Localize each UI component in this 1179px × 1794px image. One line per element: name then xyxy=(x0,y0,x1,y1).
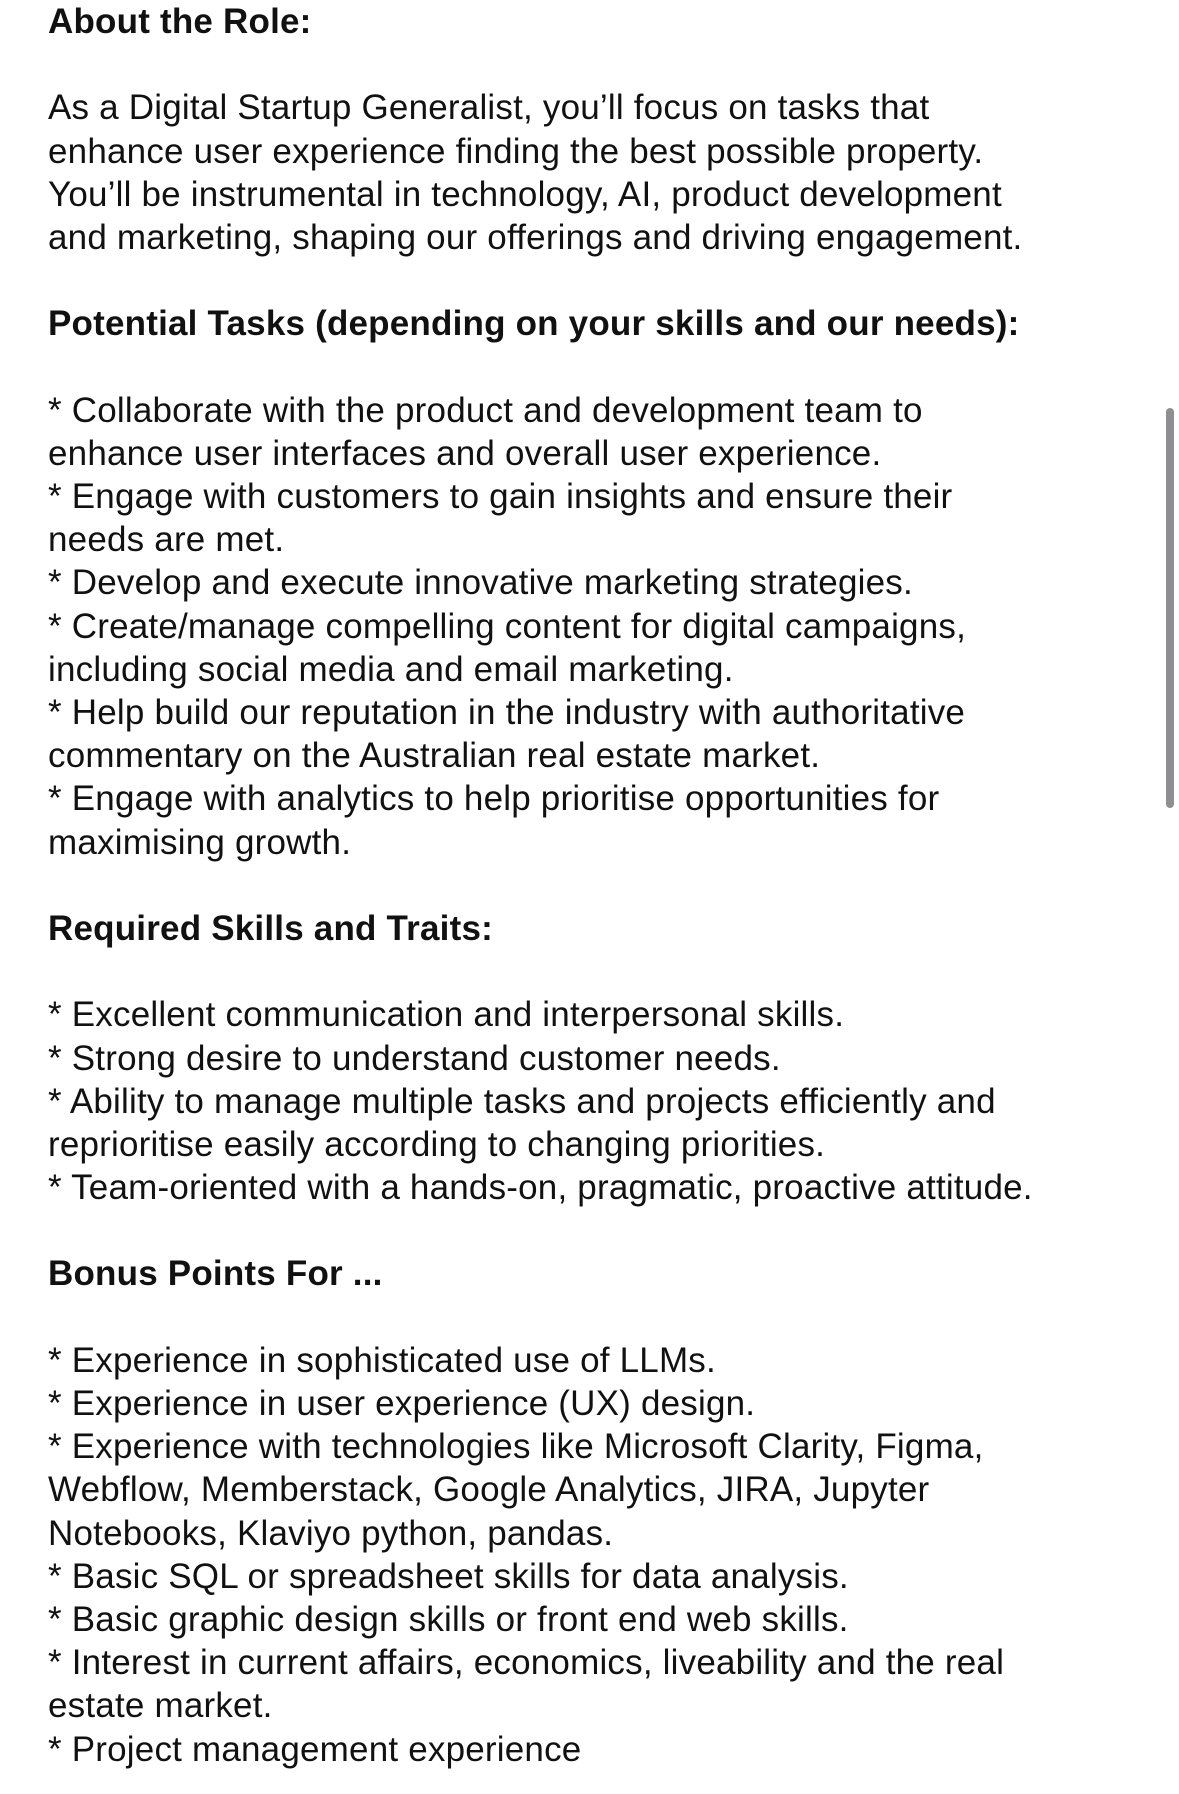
bonus-line: * Basic graphic design skills or front end web skills. xyxy=(48,1599,849,1639)
spacer xyxy=(48,1209,1158,1252)
skills-line: * Ability to manage multiple tasks and projects efficiently and xyxy=(48,1081,996,1121)
tasks-line: enhance user interfaces and overall user experience. xyxy=(48,433,882,473)
tasks-line: maximising growth. xyxy=(48,822,352,862)
tasks-line: * Engage with analytics to help prioritise opportunities for xyxy=(48,779,940,819)
tasks-line: * Engage with customers to gain insights and ensure their xyxy=(48,477,953,517)
about-line: You’ll be instrumental in technology, AI, product development xyxy=(48,174,1002,214)
skills-line: * Strong desire to understand customer needs. xyxy=(48,1038,781,1078)
tasks-line: * Collaborate with the product and development team to xyxy=(48,390,923,430)
skills-line: reprioritise easily according to changing priorities. xyxy=(48,1124,826,1164)
tasks-line: needs are met. xyxy=(48,520,285,560)
about-line: and marketing, shaping our offerings and driving engagement. xyxy=(48,217,1023,257)
spacer xyxy=(48,864,1158,907)
bonus-line: Notebooks, Klaviyo python, pandas. xyxy=(48,1513,614,1553)
bonus-line: * Project management experience xyxy=(48,1729,582,1769)
bonus-heading: Bonus Points For ... xyxy=(48,1254,383,1294)
spacer xyxy=(48,259,1158,302)
skills-line: * Excellent communication and interpersonal skills. xyxy=(48,995,845,1035)
bonus-line: * Experience with technologies like Microsoft Clarity, Figma, xyxy=(48,1427,984,1467)
spacer xyxy=(48,346,1158,389)
skills-heading: Required Skills and Traits: xyxy=(48,908,493,948)
bonus-line: * Experience in sophisticated use of LLMs. xyxy=(48,1340,716,1380)
tasks-line: * Create/manage compelling content for digital campaigns, xyxy=(48,606,967,646)
bonus-line: * Basic SQL or spreadsheet skills for data analysis. xyxy=(48,1556,849,1596)
tasks-list xyxy=(48,389,1158,864)
bonus-list xyxy=(48,1339,1158,1771)
spacer xyxy=(48,1296,1158,1339)
tasks-line: * Develop and execute innovative marketing strategies. xyxy=(48,563,913,603)
tasks-line: * Help build our reputation in the industry with authoritative xyxy=(48,693,966,732)
skills-line: * Team-oriented with a hands-on, pragmatic, proactive attitude. xyxy=(48,1168,1033,1208)
tasks-heading: Potential Tasks (depending on your skills and our needs): xyxy=(48,304,1020,344)
bonus-line: estate market. xyxy=(48,1686,273,1726)
bonus-line: * Experience in user experience (UX) design. xyxy=(48,1384,756,1423)
tasks-line: including social media and email marketing. xyxy=(48,649,734,689)
tasks-line: commentary on the Australian real estate market. xyxy=(48,736,821,776)
skills-list xyxy=(48,993,1158,1209)
bonus-line: * Interest in current affairs, economics, liveability and the real xyxy=(48,1643,1005,1683)
vertical-scrollbar[interactable] xyxy=(1166,408,1174,808)
about-line: As a Digital Startup Generalist, you’ll focus on tasks that xyxy=(48,88,930,128)
about-line: enhance user experience finding the best possible property. xyxy=(48,131,984,171)
spacer xyxy=(48,950,1158,993)
job-description-text xyxy=(48,0,1158,1771)
spacer xyxy=(48,43,1158,86)
bonus-line: Webflow, Memberstack, Google Analytics, JIRA, Jupyter xyxy=(48,1470,930,1510)
about-paragraph xyxy=(48,86,1158,259)
about-heading: About the Role: xyxy=(48,2,312,41)
